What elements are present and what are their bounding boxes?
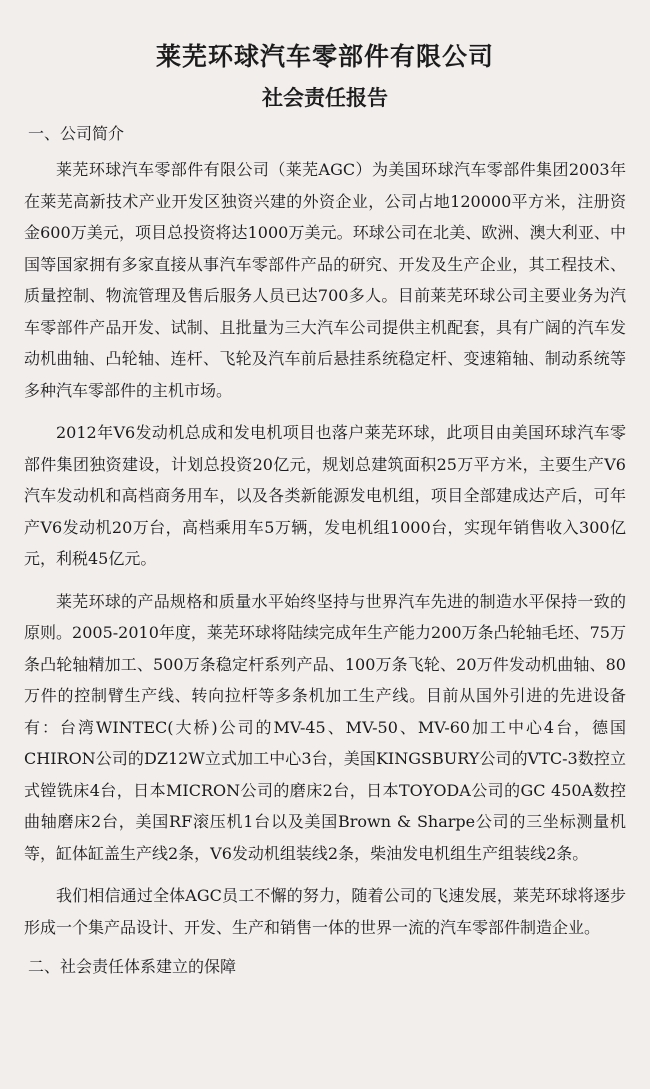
document-title: 莱芜环球汽车零部件有限公司 — [155, 42, 494, 71]
paragraph-production-equipment: 莱芜环球的产品规格和质量水平始终坚持与世界汽车先进的制造水平保持一致的原则。2005-2010年度，莱芜环球将陆续完成年生产能力200万条凸轮轴毛坯、75万条凸轮轴精加工、500万条稳定杆系列产品、100万条飞轮、20万件发动机曲轴、80万件的控制臂生产线、转向拉杆等多条机加工生产线。目前从国外引进的先进设备有：台湾WINTEC(大桥)公司的MV-45、MV-50、MV-60加工中心4台，德国CHIRON公司的DZ12W立式加工中心3台，美国KINGSBURY公司的VTC-3数控立式镗铣床4台，日本MICRON公司的磨床2台，日本TOYODA公司的GC 450A数控曲轴磨床2台，美国RF滚压机1台以及美国Brown & Sharpe公司的三坐标测量机等，缸体缸盖生产线2条，V6发动机组装线2条，柴油发电机组生产组装线2条。 — [24, 591, 626, 863]
paragraph-vision: 我们相信通过全体AGC员工不懈的努力，随着公司的飞速发展，莱芜环球将逐步形成一个集产品设计、开发、生产和销售一体的世界一流的汽车零部件制造企业。 — [24, 886, 626, 937]
document-subtitle: 社会责任报告 — [262, 86, 388, 110]
paragraph-v6-project: 2012年V6发动机总成和发电机项目也落户莱芜环球，此项目由美国环球汽车零部件集团独资建设，计划总投资20亿元，规划总建筑面积25万平方米，主要生产V6汽车发动机和高档商务用车，以及各类新能源发电机组，项目全部建成达产后，可年产V6发动机20万台，高档乘用车5万辆，发电机组1000台，实现年销售收入300亿元，利税45亿元。 — [24, 423, 626, 568]
paragraph-company-overview: 莱芜环球汽车零部件有限公司（莱芜AGC）为美国环球汽车零部件集团2003年在莱芜高新技术产业开发区独资兴建的外资企业，公司占地120000平方米，注册资金600万美元，项目总投资将达1000万美元。环球公司在北美、欧洲、澳大利亚、中国等国家拥有多家直接从事汽车零部件产品的研究、开发及生产企业，其工程技术、质量控制、物流管理及售后服务人员已达700多人。目前莱芜环球公司主要业务为汽车零部件产品开发、试制、且批量为三大汽车公司提供主机配套，具有广阔的汽车发动机曲轴、凸轮轴、连杆、飞轮及汽车前后悬挂系统稳定杆、变速箱轴、制动系统等多种汽车零部件的主机市场。 — [24, 160, 626, 400]
section-heading-social-responsibility: 二、社会责任体系建立的保障 — [28, 957, 237, 976]
section-heading-company-intro: 一、公司简介 — [28, 124, 125, 143]
